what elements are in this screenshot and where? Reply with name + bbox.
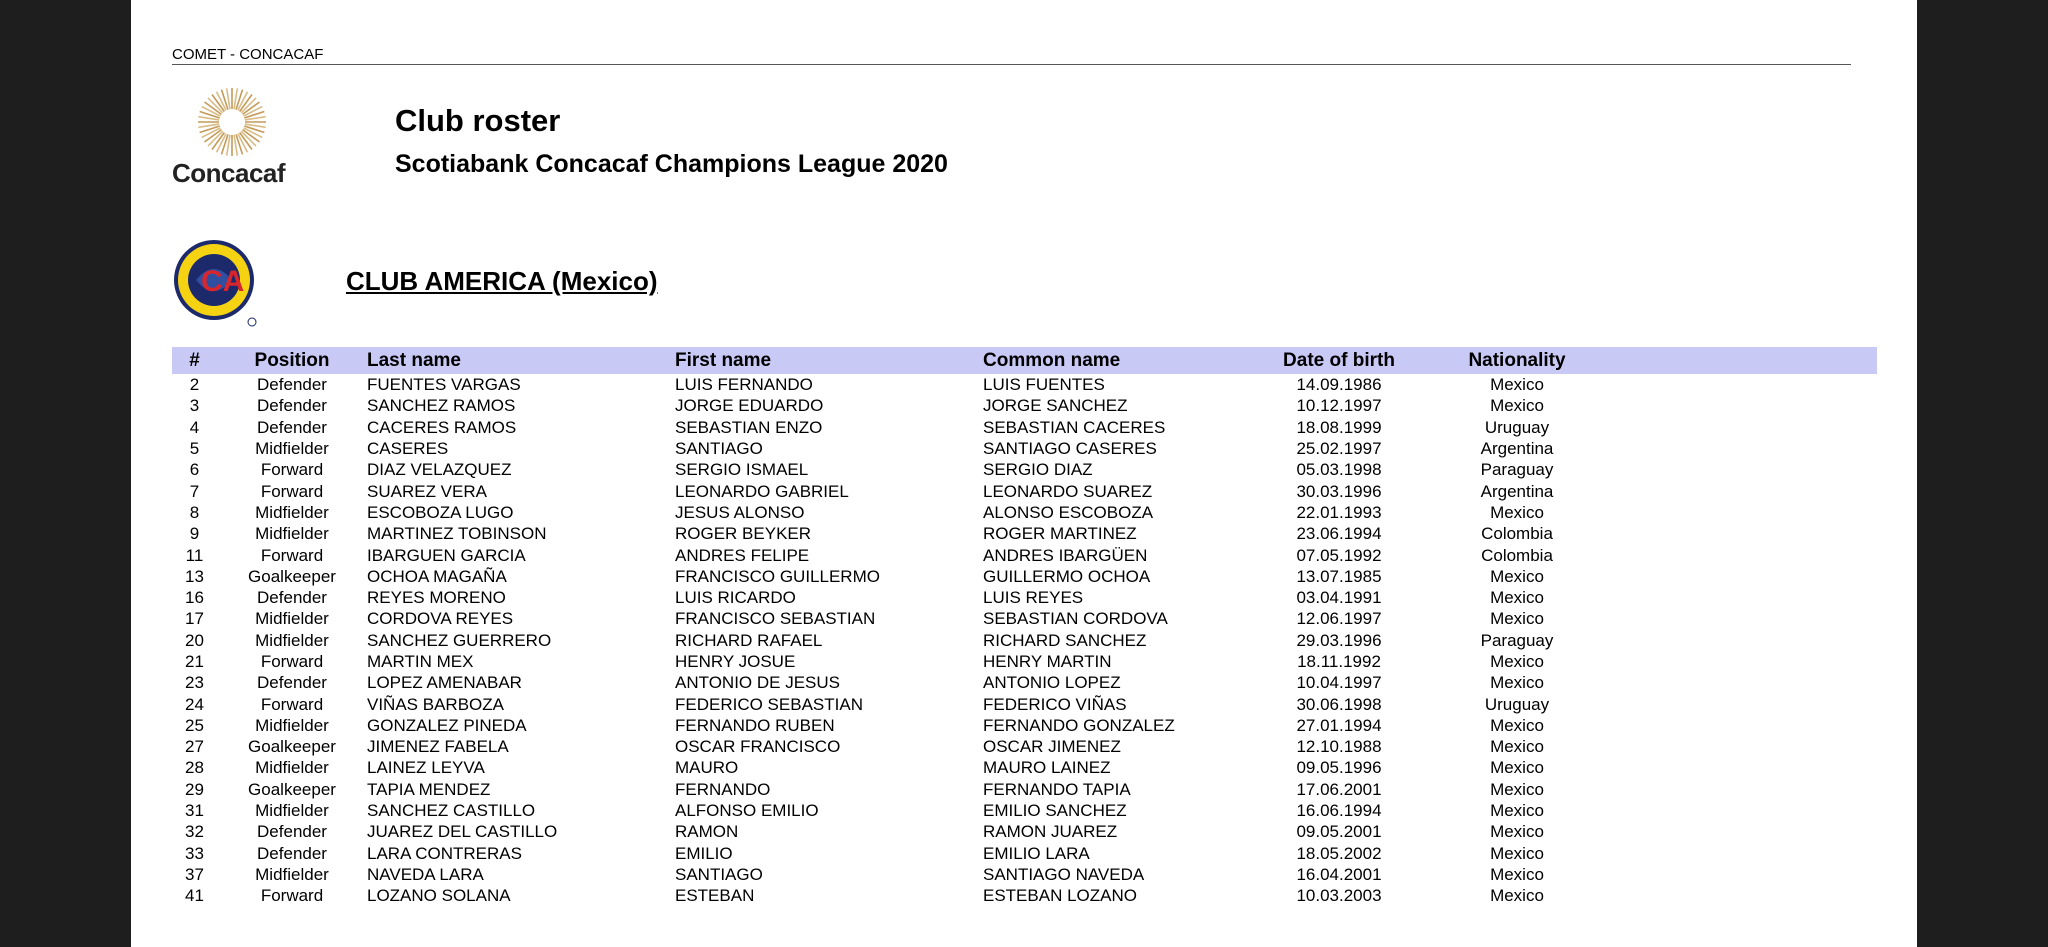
- table-row: [172, 566, 1877, 587]
- cell-common-name: ALONSO ESCOBOZA: [983, 502, 1154, 522]
- cell-number: 29: [185, 779, 204, 799]
- cell-last-name: CACERES RAMOS: [367, 417, 517, 437]
- cell-last-name: SANCHEZ GUERRERO: [367, 630, 552, 650]
- table-row: [172, 885, 1877, 906]
- cell-first-name: FRANCISCO SEBASTIAN: [675, 609, 876, 629]
- cell-first-name: OSCAR FRANCISCO: [675, 737, 841, 757]
- cell-first-name: HENRY JOSUE: [675, 652, 796, 671]
- table-row: [172, 459, 1877, 480]
- cell-nationality: Mexico: [1490, 396, 1544, 416]
- cell-nationality: Argentina: [1480, 439, 1554, 459]
- cell-date-of-birth: 10.03.2003: [1296, 886, 1382, 906]
- cell-number: 11: [185, 545, 204, 565]
- cell-date-of-birth: 10.04.1997: [1296, 673, 1382, 693]
- cell-date-of-birth: 18.05.2002: [1296, 843, 1382, 863]
- cell-position: Defender: [257, 396, 327, 416]
- cell-nationality: Mexico: [1490, 502, 1544, 522]
- cell-nationality: Mexico: [1490, 673, 1544, 693]
- cell-filler: [1599, 779, 1877, 800]
- cell-common-name: ROGER MARTINEZ: [983, 524, 1137, 544]
- cell-number: 27: [185, 737, 204, 757]
- cell-date-of-birth: 18.08.1999: [1296, 417, 1382, 437]
- cell-number: 31: [185, 801, 204, 821]
- cell-position: Midfielder: [255, 439, 329, 459]
- cell-last-name: MARTIN MEX: [367, 652, 474, 671]
- cell-common-name: GUILLERMO OCHOA: [983, 566, 1151, 586]
- cell-filler: [1599, 736, 1877, 757]
- cell-filler: [1599, 672, 1877, 693]
- cell-position: Midfielder: [255, 502, 329, 522]
- cell-common-name: RAMON JUAREZ: [983, 822, 1118, 842]
- cell-first-name: FERNANDO RUBEN: [675, 715, 835, 735]
- cell-common-name: MAURO LAINEZ: [983, 758, 1111, 778]
- cell-number: 41: [185, 886, 204, 906]
- cell-number: 17: [185, 609, 204, 629]
- cell-filler: [1599, 630, 1877, 651]
- cell-first-name: FRANCISCO GUILLERMO: [675, 566, 880, 586]
- cell-nationality: Colombia: [1481, 545, 1553, 565]
- cell-number: 13: [185, 566, 204, 586]
- cell-position: Forward: [260, 481, 324, 501]
- column-header-filler: [1599, 347, 1877, 374]
- cell-first-name: SEBASTIAN ENZO: [675, 417, 823, 437]
- cell-number: 20: [185, 630, 204, 650]
- cell-first-name: RAMON: [675, 822, 739, 842]
- cell-position: Defender: [257, 588, 327, 608]
- column-header-position: Position: [254, 350, 330, 371]
- cell-date-of-birth: 18.11.1992: [1297, 652, 1381, 671]
- cell-position: Midfielder: [255, 801, 329, 821]
- cell-position: Forward: [260, 694, 324, 714]
- cell-last-name: GONZALEZ PINEDA: [367, 715, 527, 735]
- cell-position: Forward: [260, 460, 324, 480]
- table-row: [172, 651, 1877, 672]
- cell-filler: [1599, 566, 1877, 587]
- cell-date-of-birth: 30.06.1998: [1296, 694, 1382, 714]
- cell-last-name: DIAZ VELAZQUEZ: [367, 460, 512, 480]
- cell-date-of-birth: 16.06.1994: [1296, 801, 1382, 821]
- cell-first-name: EMILIO: [675, 843, 733, 863]
- table-row: [172, 736, 1877, 757]
- cell-last-name: FUENTES VARGAS: [367, 375, 521, 395]
- cell-first-name: SANTIAGO: [675, 439, 763, 459]
- cell-date-of-birth: 30.03.1996: [1296, 481, 1382, 501]
- cell-nationality: Mexico: [1490, 801, 1544, 821]
- cell-number: 2: [189, 375, 200, 395]
- cell-common-name: EMILIO SANCHEZ: [983, 801, 1127, 821]
- cell-number: 25: [185, 715, 204, 735]
- cell-last-name: LOPEZ AMENABAR: [367, 673, 522, 693]
- table-row: [172, 779, 1877, 800]
- cell-filler: [1599, 843, 1877, 864]
- cell-common-name: RICHARD SANCHEZ: [983, 630, 1147, 650]
- page-subtitle: Scotiabank Concacaf Champions League 2020: [395, 150, 948, 178]
- table-row: [172, 438, 1877, 459]
- cell-filler: [1599, 821, 1877, 842]
- cell-common-name: EMILIO LARA: [983, 843, 1090, 863]
- cell-number: 8: [189, 502, 200, 522]
- cell-filler: [1599, 523, 1877, 544]
- cell-number: 24: [185, 694, 204, 714]
- cell-common-name: ANTONIO LOPEZ: [983, 673, 1121, 693]
- cell-date-of-birth: 03.04.1991: [1296, 588, 1382, 608]
- table-row: [172, 480, 1877, 501]
- column-header-first-name: First name: [675, 350, 772, 371]
- cell-last-name: NAVEDA LARA: [367, 864, 484, 884]
- cell-position: Forward: [260, 652, 324, 671]
- table-row: [172, 715, 1877, 736]
- cell-filler: [1599, 757, 1877, 778]
- cell-filler: [1599, 693, 1877, 714]
- cell-common-name: JORGE SANCHEZ: [983, 396, 1128, 416]
- cell-last-name: OCHOA MAGAÑA: [367, 566, 507, 586]
- cell-filler: [1599, 651, 1877, 672]
- cell-first-name: JORGE EDUARDO: [675, 396, 824, 416]
- cell-date-of-birth: 12.10.1988: [1296, 737, 1382, 757]
- cell-date-of-birth: 09.05.2001: [1296, 822, 1382, 842]
- cell-date-of-birth: 13.07.1985: [1296, 566, 1382, 586]
- cell-nationality: Paraguay: [1480, 460, 1554, 480]
- cell-first-name: MAURO: [675, 758, 739, 778]
- cell-common-name: FERNANDO GONZALEZ: [983, 715, 1175, 735]
- table-row: [172, 395, 1877, 416]
- cell-position: Goalkeeper: [248, 566, 336, 586]
- roster-body: [172, 374, 1877, 906]
- cell-nationality: Colombia: [1481, 524, 1553, 544]
- table-row: [172, 544, 1877, 565]
- cell-date-of-birth: 25.02.1997: [1296, 439, 1382, 459]
- cell-date-of-birth: 05.03.1998: [1296, 460, 1382, 480]
- cell-last-name: TAPIA MENDEZ: [367, 779, 491, 799]
- cell-first-name: FEDERICO SEBASTIAN: [675, 694, 863, 714]
- cell-filler: [1599, 438, 1877, 459]
- club-name: CLUB AMERICA (Mexico): [346, 266, 658, 296]
- cell-first-name: LUIS FERNANDO: [675, 375, 813, 395]
- cell-common-name: SEBASTIAN CACERES: [983, 417, 1166, 437]
- cell-filler: [1599, 395, 1877, 416]
- cell-common-name: ANDRES IBARGÜEN: [983, 545, 1148, 565]
- document-page: [131, 0, 1917, 947]
- cell-number: 3: [189, 396, 200, 416]
- cell-first-name: JESUS ALONSO: [675, 502, 805, 522]
- cell-date-of-birth: 09.05.1996: [1296, 758, 1382, 778]
- cell-date-of-birth: 17.06.2001: [1296, 779, 1382, 799]
- cell-date-of-birth: 10.12.1997: [1296, 396, 1382, 416]
- cell-first-name: FERNANDO: [675, 779, 771, 799]
- cell-date-of-birth: 22.01.1993: [1296, 502, 1382, 522]
- cell-first-name: ESTEBAN: [675, 886, 755, 906]
- cell-first-name: LUIS RICARDO: [675, 588, 796, 608]
- cell-number: 5: [189, 439, 200, 459]
- cell-common-name: SANTIAGO CASERES: [983, 439, 1157, 459]
- cell-position: Defender: [257, 417, 327, 437]
- cell-first-name: LEONARDO GABRIEL: [675, 481, 849, 501]
- cell-common-name: SERGIO DIAZ: [983, 460, 1093, 480]
- column-header-date-of-birth: Date of birth: [1283, 350, 1395, 371]
- cell-common-name: LEONARDO SUAREZ: [983, 481, 1153, 501]
- page-title: Club roster: [395, 103, 561, 138]
- cell-last-name: LAINEZ LEYVA: [367, 758, 485, 778]
- cell-last-name: SANCHEZ CASTILLO: [367, 801, 536, 821]
- cell-number: 6: [189, 460, 200, 480]
- cell-number: 9: [189, 524, 200, 544]
- cell-position: Midfielder: [255, 609, 329, 629]
- cell-position: Defender: [257, 822, 327, 842]
- table-row: [172, 374, 1877, 395]
- cell-filler: [1599, 864, 1877, 885]
- table-row: [172, 502, 1877, 523]
- cell-number: 33: [185, 843, 204, 863]
- cell-filler: [1599, 608, 1877, 629]
- cell-nationality: Mexico: [1490, 864, 1544, 884]
- cell-last-name: REYES MORENO: [367, 588, 506, 608]
- table-row: [172, 757, 1877, 778]
- cell-date-of-birth: 14.09.1986: [1296, 375, 1382, 395]
- cell-common-name: SANTIAGO NAVEDA: [983, 864, 1145, 884]
- document-source: COMET - CONCACAF: [172, 46, 324, 63]
- table-row: [172, 693, 1877, 714]
- cell-number: 37: [185, 864, 204, 884]
- cell-date-of-birth: 23.06.1994: [1296, 524, 1382, 544]
- table-row: [172, 608, 1877, 629]
- cell-common-name: FEDERICO VIÑAS: [983, 694, 1127, 714]
- cell-filler: [1599, 587, 1877, 608]
- cell-number: 16: [185, 588, 204, 608]
- cell-filler: [1599, 800, 1877, 821]
- cell-last-name: CASERES: [367, 439, 449, 459]
- cell-common-name: SEBASTIAN CORDOVA: [983, 609, 1168, 629]
- cell-date-of-birth: 29.03.1996: [1296, 630, 1382, 650]
- cell-number: 28: [185, 758, 204, 778]
- cell-number: 7: [189, 481, 200, 501]
- cell-last-name: CORDOVA REYES: [367, 609, 514, 629]
- cell-date-of-birth: 07.05.1992: [1296, 545, 1382, 565]
- sun-icon: [194, 84, 270, 160]
- cell-last-name: ESCOBOZA LUGO: [367, 502, 514, 522]
- cell-filler: [1599, 417, 1877, 438]
- cell-nationality: Mexico: [1490, 588, 1544, 608]
- cell-last-name: LARA CONTRERAS: [367, 843, 522, 863]
- cell-number: 21: [185, 652, 204, 671]
- cell-last-name: SUAREZ VERA: [367, 481, 487, 501]
- club-america-badge-icon: [172, 238, 262, 328]
- cell-number: 4: [189, 417, 200, 437]
- cell-position: Defender: [257, 375, 327, 395]
- cell-filler: [1599, 480, 1877, 501]
- cell-date-of-birth: 27.01.1994: [1296, 715, 1382, 735]
- cell-position: Midfielder: [255, 630, 329, 650]
- table-row: [172, 843, 1877, 864]
- cell-last-name: JUAREZ DEL CASTILLO: [367, 822, 558, 842]
- cell-last-name: VIÑAS BARBOZA: [367, 694, 504, 714]
- cell-common-name: LUIS FUENTES: [983, 375, 1105, 395]
- cell-last-name: JIMENEZ FABELA: [367, 737, 509, 757]
- cell-nationality: Mexico: [1490, 822, 1544, 842]
- table-row: [172, 587, 1877, 608]
- cell-date-of-birth: 12.06.1997: [1296, 609, 1382, 629]
- cell-last-name: SANCHEZ RAMOS: [367, 396, 516, 416]
- cell-common-name: OSCAR JIMENEZ: [983, 737, 1121, 757]
- column-header-last-name: Last name: [367, 350, 461, 371]
- cell-nationality: Mexico: [1490, 843, 1544, 863]
- cell-position: Midfielder: [255, 758, 329, 778]
- cell-nationality: Mexico: [1490, 737, 1544, 757]
- cell-filler: [1599, 885, 1877, 906]
- cell-common-name: LUIS REYES: [983, 588, 1084, 608]
- cell-last-name: LOZANO SOLANA: [367, 886, 511, 906]
- cell-nationality: Mexico: [1490, 566, 1544, 586]
- cell-filler: [1599, 715, 1877, 736]
- cell-filler: [1599, 544, 1877, 565]
- roster-table: [172, 347, 1877, 906]
- column-header-common-name: Common name: [983, 350, 1121, 371]
- cell-filler: [1599, 459, 1877, 480]
- cell-position: Defender: [257, 673, 327, 693]
- table-row: [172, 417, 1877, 438]
- table-row: [172, 800, 1877, 821]
- cell-first-name: SANTIAGO: [675, 864, 763, 884]
- cell-common-name: FERNANDO TAPIA: [983, 779, 1131, 799]
- cell-nationality: Uruguay: [1484, 694, 1550, 714]
- cell-first-name: ANDRES FELIPE: [675, 545, 810, 565]
- cell-first-name: RICHARD RAFAEL: [675, 630, 823, 650]
- cell-nationality: Mexico: [1490, 609, 1544, 629]
- cell-number: 32: [185, 822, 204, 842]
- cell-nationality: Mexico: [1490, 779, 1544, 799]
- concacaf-logo: [172, 84, 292, 188]
- cell-first-name: ROGER BEYKER: [675, 524, 812, 544]
- table-row: [172, 821, 1877, 842]
- cell-filler: [1599, 374, 1877, 395]
- badge-lettering: CA: [201, 265, 245, 298]
- table-header-row: [172, 347, 1877, 374]
- table-row: [172, 630, 1877, 651]
- cell-position: Forward: [260, 886, 324, 906]
- cell-position: Midfielder: [255, 715, 329, 735]
- cell-last-name: IBARGUEN GARCIA: [367, 545, 526, 565]
- table-row: [172, 672, 1877, 693]
- cell-position: Midfielder: [255, 864, 329, 884]
- cell-nationality: Mexico: [1490, 758, 1544, 778]
- cell-number: 23: [185, 673, 204, 693]
- cell-nationality: Uruguay: [1484, 417, 1550, 437]
- cell-nationality: Argentina: [1480, 481, 1554, 501]
- column-header-number: #: [189, 350, 200, 371]
- cell-nationality: Mexico: [1490, 652, 1544, 671]
- cell-common-name: ESTEBAN LOZANO: [983, 886, 1137, 906]
- cell-position: Goalkeeper: [248, 779, 336, 799]
- cell-nationality: Mexico: [1490, 886, 1544, 906]
- table-row: [172, 864, 1877, 885]
- column-header-nationality: Nationality: [1468, 350, 1566, 371]
- concacaf-wordmark: Concacaf: [172, 158, 286, 188]
- cell-position: Forward: [260, 545, 324, 565]
- cell-position: Goalkeeper: [248, 737, 336, 757]
- cell-nationality: Paraguay: [1480, 630, 1554, 650]
- cell-first-name: ANTONIO DE JESUS: [675, 673, 840, 693]
- cell-position: Midfielder: [255, 524, 329, 544]
- cell-nationality: Mexico: [1490, 715, 1544, 735]
- cell-first-name: ALFONSO EMILIO: [675, 801, 819, 821]
- cell-position: Defender: [257, 843, 327, 863]
- cell-filler: [1599, 502, 1877, 523]
- cell-last-name: MARTINEZ TOBINSON: [367, 524, 547, 544]
- table-row: [172, 523, 1877, 544]
- cell-common-name: HENRY MARTIN: [983, 652, 1112, 671]
- cell-first-name: SERGIO ISMAEL: [675, 460, 809, 480]
- cell-date-of-birth: 16.04.2001: [1296, 864, 1382, 884]
- header-divider: [172, 64, 1851, 65]
- cell-nationality: Mexico: [1490, 375, 1544, 395]
